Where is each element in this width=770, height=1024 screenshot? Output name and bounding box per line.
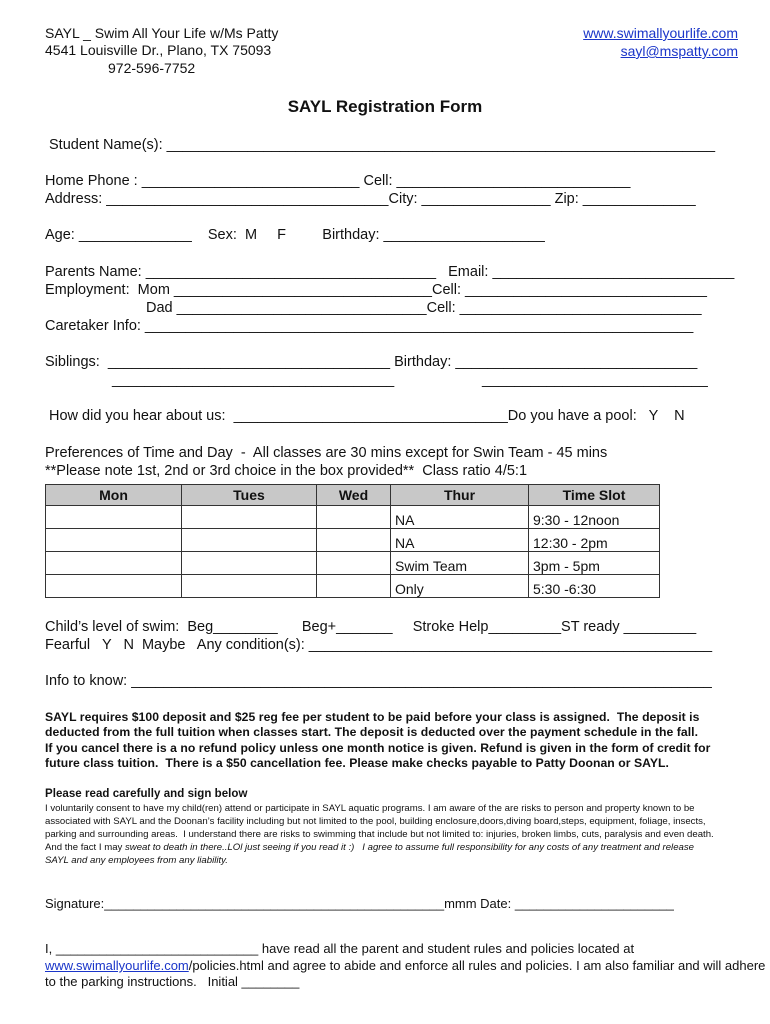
mon-cell[interactable]: [46, 552, 182, 575]
address-field[interactable]: Address: ___________________________________City: ________________ Zip: ______________: [45, 191, 696, 207]
header-mon: Mon: [46, 485, 182, 506]
preferences-text: Preferences of Time and Day - All classes are 30 mins except for Swin Team - 45 mins: [45, 445, 608, 461]
form-title: SAYL Registration Form: [287, 97, 483, 116]
schedule-row: [46, 575, 660, 598]
thur-cell[interactable]: NA: [391, 529, 529, 552]
schedule-table: [45, 484, 660, 598]
wed-cell[interactable]: [317, 575, 391, 598]
hear-about-field[interactable]: How did you hear about us: __________________________________Do you have a pool: Y N: [49, 408, 685, 424]
waiver-line: SAYL and any employees from any liability.: [45, 855, 228, 866]
waiver-heading: Please read carefully and sign below: [45, 788, 248, 800]
time-slot-cell: 9:30 - 12noon: [529, 506, 660, 529]
waiver-line: I voluntarily consent to have my child(ren) attend or participate in SAYL aquatic programs. I am aware of the are risks to person and property known to be: [45, 803, 695, 814]
acknowledgement-text: /policies.html and agree to abide and enforce all rules and policies. I am also familiar and will adhere: [188, 958, 766, 973]
org-address: 4541 Louisville Dr., Plano, TX 75093: [45, 42, 272, 58]
acknowledgement-line: [45, 958, 765, 973]
policy-line: deducted from the full tuition when classes start. The deposit is deducted over the payment schedule in the fall.: [45, 725, 699, 739]
choice-note: **Please note 1st, 2nd or 3rd choice in the box provided** Class ratio 4/5:1: [45, 463, 528, 479]
tues-cell[interactable]: [182, 575, 317, 598]
age-sex-birthday-field[interactable]: Age: ______________ Sex: M F Birthday: ____________________: [45, 227, 545, 243]
time-slot-cell: 5:30 -6:30: [529, 575, 660, 598]
mon-cell[interactable]: [46, 529, 182, 552]
fearful-condition-field[interactable]: Fearful Y N Maybe Any condition(s): __________________________________________________: [45, 637, 713, 653]
wed-cell[interactable]: [317, 552, 391, 575]
tues-cell[interactable]: [182, 506, 317, 529]
tues-cell[interactable]: [182, 552, 317, 575]
policy-line: SAYL requires $100 deposit and $25 reg fee per student to be paid before your class is assigned. The deposit is: [45, 710, 700, 724]
mon-cell[interactable]: [46, 575, 182, 598]
caretaker-field[interactable]: Caretaker Info: ____________________________________________________________________: [45, 318, 694, 334]
swim-level-field[interactable]: Child’s level of swim: Beg________ Beg+_______ Stroke Help_________ST ready _________: [45, 619, 697, 635]
thur-cell[interactable]: NA: [391, 506, 529, 529]
policy-line: If you cancel there is a no refund policy unless one month notice is given. Refund is given in the form of credit for: [45, 741, 711, 755]
policy-line: future class tuition. There is a $50 cancellation fee. Please make checks payable to Patty Doonan or SAYL.: [45, 756, 669, 770]
home-phone-field[interactable]: Home Phone : ___________________________ Cell: _____________________________: [45, 173, 631, 189]
waiver-text: And the fact I may: [45, 842, 125, 853]
header-wed: Wed: [317, 485, 391, 506]
email-link[interactable]: sayl@mspatty.com: [620, 43, 738, 59]
waiver-line: [45, 842, 694, 853]
schedule-row: [46, 552, 660, 575]
info-to-know-field[interactable]: Info to know: ________________________________________________________________________: [45, 673, 712, 689]
header-time-slot: Time Slot: [529, 485, 660, 506]
waiver-line: parking and surrounding areas. I understand there are risks to swimming that include but not limited to: injuries, broken limbs, cuts, paralysis and even death.: [45, 829, 714, 840]
employment-dad-field[interactable]: Dad _______________________________Cell: ______________________________: [146, 300, 702, 316]
wed-cell[interactable]: [317, 529, 391, 552]
time-slot-cell: 3pm - 5pm: [529, 552, 660, 575]
org-phone: 972-596-7752: [108, 60, 196, 76]
acknowledgement-line[interactable]: I, ____________________________ have read all the parent and student rules and policies located at: [45, 941, 635, 956]
parents-name-field[interactable]: Parents Name: ____________________________________ Email: ______________________________: [45, 264, 735, 280]
schedule-header-row: [46, 485, 660, 506]
thur-cell[interactable]: Only: [391, 575, 529, 598]
siblings-line-2[interactable]: ___________________________________: [112, 372, 395, 388]
header-tues: Tues: [182, 485, 317, 506]
schedule-row: [46, 529, 660, 552]
time-slot-cell: 12:30 - 2pm: [529, 529, 660, 552]
siblings-birthday-2[interactable]: ____________________________: [482, 372, 708, 388]
tues-cell[interactable]: [182, 529, 317, 552]
header-thur: Thur: [391, 485, 529, 506]
schedule-row: [46, 506, 660, 529]
employment-mom-field[interactable]: Employment: Mom ________________________________Cell: ______________________________: [45, 282, 707, 298]
signature-date-field[interactable]: Signature:_______________________________________________mmm Date: ______________________: [45, 896, 674, 911]
org-name: SAYL _ Swim All Your Life w/Ms Patty: [45, 25, 279, 41]
siblings-field[interactable]: Siblings: ___________________________________ Birthday: ______________________________: [45, 354, 698, 370]
waiver-text-italic: sweat to death in there..LOl just seeing if you read it :) I agree to assume full responsibility for any costs of any treatment and release: [125, 842, 694, 853]
policies-link[interactable]: www.swimallyourlife.com: [45, 958, 189, 973]
mon-cell[interactable]: [46, 506, 182, 529]
student-name-field[interactable]: Student Name(s): ____________________________________________________________________: [49, 137, 716, 153]
waiver-line: associated with SAYL and the Doonan’s facility including but not limited to the pool, building enclosure,doors,diving board,steps, equipment, foliage, insects,: [45, 816, 706, 827]
thur-cell[interactable]: Swim Team: [391, 552, 529, 575]
website-link[interactable]: www.swimallyourlife.com: [583, 25, 738, 41]
initial-field[interactable]: to the parking instructions. Initial ________: [45, 974, 300, 989]
wed-cell[interactable]: [317, 506, 391, 529]
